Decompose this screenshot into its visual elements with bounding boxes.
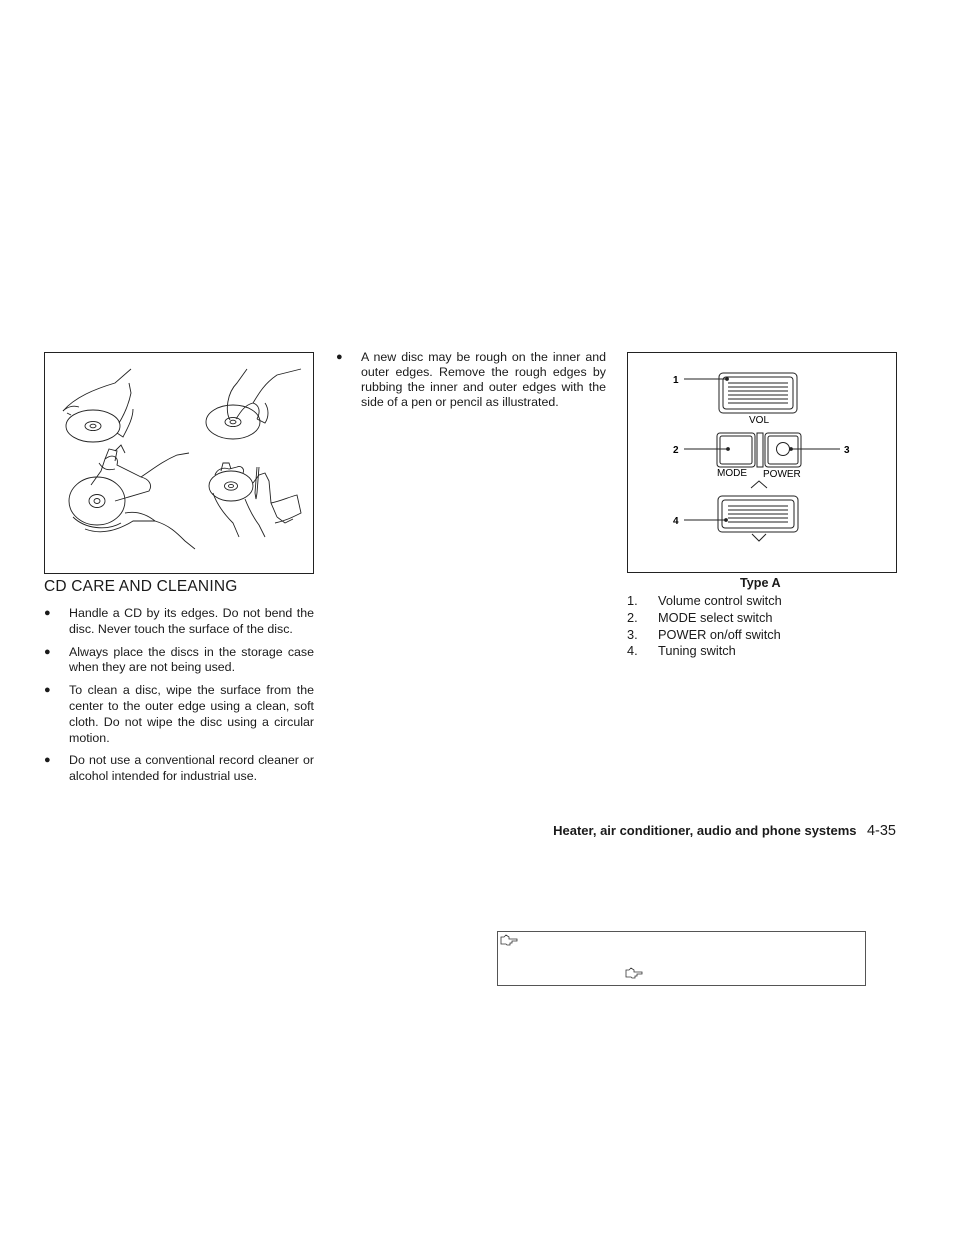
cd-care-bullet-list: [44, 606, 314, 792]
pointing-hand-icon: [500, 934, 518, 946]
page-number: 4-35: [866, 823, 896, 839]
list-item: 4. Tuning switch: [627, 643, 736, 659]
list-item: ● Handle a CD by its edges. Do not bend the disc. Never touch the surface of the disc.: [44, 606, 314, 636]
footer-section-title: Heater, air conditioner, audio and phone systems: [553, 823, 857, 838]
list-item: 2. MODE select switch: [627, 609, 773, 625]
parts-list: [627, 593, 782, 660]
audio-controls-diagram: [628, 353, 896, 572]
list-item: ● A new disc may be rough on the inner and outer edges. Remove the rough edges by rubbing the inner and outer edges with the side of a pen or pencil as illustrated.: [336, 350, 606, 409]
bullet-icon: ●: [44, 607, 51, 619]
figure-caption: Type A: [740, 576, 781, 590]
bullet-icon: ●: [336, 351, 343, 363]
audio-controls-figure: [627, 352, 897, 573]
list-item: ● Do not use a conventional record cleaner or alcohol intended for industrial use.: [44, 753, 314, 784]
callout-4: 4: [673, 516, 679, 527]
list-item: 3. POWER on/off switch: [627, 626, 781, 642]
list-item: ● To clean a disc, wipe the surface from the center to the outer edge using a clean, soft cloth. Do not wipe the disc using a circular motion.: [44, 683, 314, 745]
callout-1: 1: [673, 375, 679, 386]
cd-handling-illustration: [45, 353, 313, 573]
rough-edge-bullet-list: [336, 350, 606, 417]
list-item: ● Always place the discs in the storage case when they are not being used.: [44, 644, 314, 675]
note-box: [497, 931, 866, 986]
power-label: POWER: [763, 469, 801, 480]
bullet-icon: ●: [44, 684, 51, 697]
pointing-hand-icon: [625, 967, 643, 979]
bullet-icon: ●: [44, 645, 51, 658]
list-item: 1. Volume control switch: [627, 593, 782, 608]
callout-3: 3: [844, 445, 850, 456]
mode-label: MODE: [717, 468, 747, 479]
vol-label: VOL: [749, 415, 770, 426]
cd-handling-figure: [44, 352, 314, 574]
page-footer: [553, 822, 896, 840]
bullet-icon: ●: [44, 754, 51, 767]
section-heading: CD CARE AND CLEANING: [44, 578, 238, 595]
callout-2: 2: [673, 445, 679, 456]
